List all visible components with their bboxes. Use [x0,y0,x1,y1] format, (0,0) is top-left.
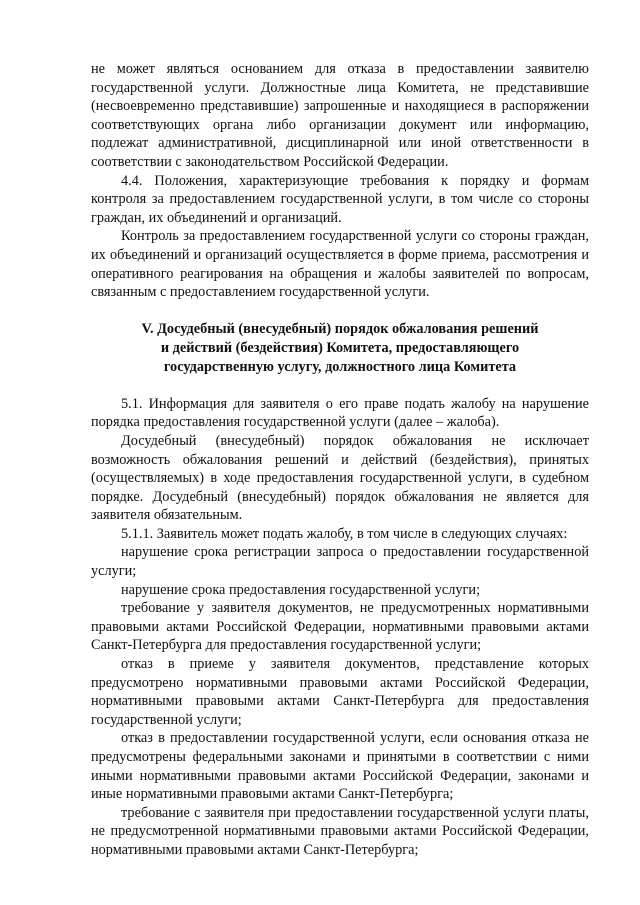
document-body [91,60,589,860]
paragraph-control: Контроль за предоставлением государственной услуги со стороны граждан, их объединений и организаций осуществляется в форме приема, рассмотрения и оперативного реагирования на обращения и жалобы заявителей по вопросам, связанным с предоставлением государственной услуги. [91,228,589,301]
paragraph-5-1: 5.1. Информация для заявителя о его праве подать жалобу на нарушение порядка предоставления государственной услуги (далее – жалоба). [91,395,589,431]
paragraph-5-1-1: 5.1.1. Заявитель может подать жалобу, в том числе в следующих случаях: [121,525,568,542]
paragraph-pretrial: Досудебный (внесудебный) порядок обжалования не исключает возможность обжалования решений и действий (бездействия), принятых (осуществляемых) в ходе предоставления государственной услуги, в судебном порядке. Досудебный (внесудебный) порядок обжалования не является для заявителя обязательным. [91,432,589,524]
list-item: нарушение срока регистрации запроса о предоставлении государственной услуги; [91,544,589,580]
section-heading-line-3: государственную услугу, должностного лица Комитета [163,358,517,375]
section-heading [91,320,589,377]
list-item: отказ в предоставлении государственной услуги, если основания отказа не предусмотрены федеральными законами и принятыми в соответствии с ними иными нормативными правовыми актами Российской Федерации, законами и иные нормативными правовыми актами Санкт-Петербурга; [91,730,589,803]
list-item: требование у заявителя документов, не предусмотренных нормативными правовыми актами Российской Федерации, нормативными правовыми актами Санкт-Петербурга для предоставления государственной услуги; [91,600,589,654]
section-heading-line-1: V. Досудебный (внесудебный) порядок обжалования решений [141,320,539,337]
spacer [91,377,589,395]
list-item: нарушение срока предоставления государственной услуги; [121,581,481,598]
section-heading-line-2: и действий (бездействия) Комитета, предоставляющего [160,339,520,356]
list-item: требование с заявителя при предоставлении государственной услуги платы, не предусмотренной нормативными правовыми актами Российской Федерации, нормативными правовыми актами Санкт-Петербурга; [91,804,589,858]
paragraph-4-4: 4.4. Положения, характеризующие требования к порядку и формам контроля за предоставлением государственной услуги, в том числе со стороны граждан, их объединений и организаций. [91,172,589,226]
paragraph-continuation: не может являться основанием для отказа в предоставлении заявителю государственной услуги. Должностные лица Комитета, не представившие (несвоевременно представившие) запрошенные и находящиеся в распоряжении соответствующих органа либо организации документ или информацию, подлежат административной, дисциплинарной или иной ответственности в соответствии с законодательством Российской Федерации. [91,61,589,170]
spacer [91,302,589,320]
list-item: отказ в приеме у заявителя документов, представление которых предусмотрено нормативными правовыми актами Российской Федерации, нормативными правовыми актами Санкт-Петербурга для предоставления государственной услуги; [91,656,589,728]
